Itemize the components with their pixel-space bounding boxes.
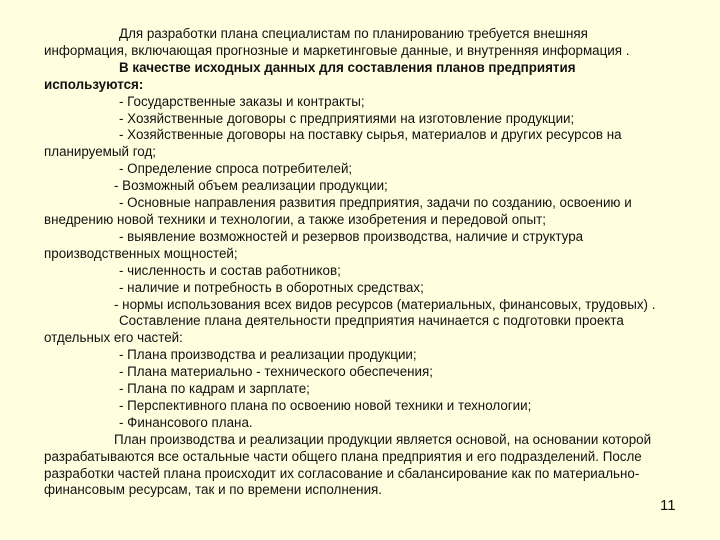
text-line: разрабатываются все остальные части общего плана предприятия и его подразделений. После: [44, 448, 642, 464]
text-line: информация, включающая прогнозные и маркетинговые данные, и внутренняя информация .: [44, 42, 630, 58]
text-line: финансовым ресурсам, так и по времени исполнения.: [44, 482, 383, 498]
text-line: планируемый год;: [44, 144, 156, 160]
text-line: - Плана производства и реализации продукции;: [119, 347, 417, 363]
text-line: Для разработки плана специалистам по планированию требуется внешняя: [119, 26, 588, 41]
text-line: - Плана материально - технического обеспечения;: [119, 364, 433, 380]
text-line: производственных мощностей;: [44, 245, 238, 261]
text-line: внедрению новой техники и технологии, а также изобретения и передовой опыт;: [44, 211, 546, 227]
text-line: отдельных его частей:: [44, 330, 183, 346]
page-number: 11: [660, 497, 676, 514]
slide-text-body: [44, 26, 674, 499]
text-line: разработки частей плана происходит их согласование и сбалансирование как по материально-: [44, 465, 640, 481]
text-line: - Плана по кадрам и зарплате;: [119, 381, 310, 397]
text-line: - Хозяйственные договоры с предприятиями на изготовление продукции;: [119, 110, 575, 126]
text-line: - Государственные заказы и контракты;: [119, 93, 365, 109]
text-line: - наличие и потребность в оборотных средствах;: [119, 279, 424, 295]
text-line: - Хозяйственные договоры на поставку сырья, материалов и других ресурсов на: [119, 127, 622, 143]
text-line: - нормы использования всех видов ресурсов (материальных, финансовых, трудовых) .: [114, 296, 656, 312]
text-line: - выявление возможностей и резервов производства, наличие и структура: [119, 228, 584, 244]
text-line: - Возможный объем реализации продукции;: [114, 178, 388, 194]
text-line: - Определение спроса потребителей;: [119, 161, 353, 177]
text-line: - Перспективного плана по освоению новой техники и технологии;: [119, 397, 532, 413]
text-line: - численность и состав работников;: [119, 262, 341, 278]
text-line: План производства и реализации продукции является основой, на основании которой: [114, 431, 652, 447]
text-line: В качестве исходных данных для составления планов предприятия: [119, 59, 576, 75]
text-line: - Финансового плана.: [119, 414, 253, 430]
text-line: используются:: [44, 76, 144, 92]
text-line: Составление плана деятельности предприятия начинается с подготовки проекта: [119, 313, 624, 329]
text-line: - Основные направления развития предприятия, задачи по созданию, освоению и: [119, 195, 632, 211]
